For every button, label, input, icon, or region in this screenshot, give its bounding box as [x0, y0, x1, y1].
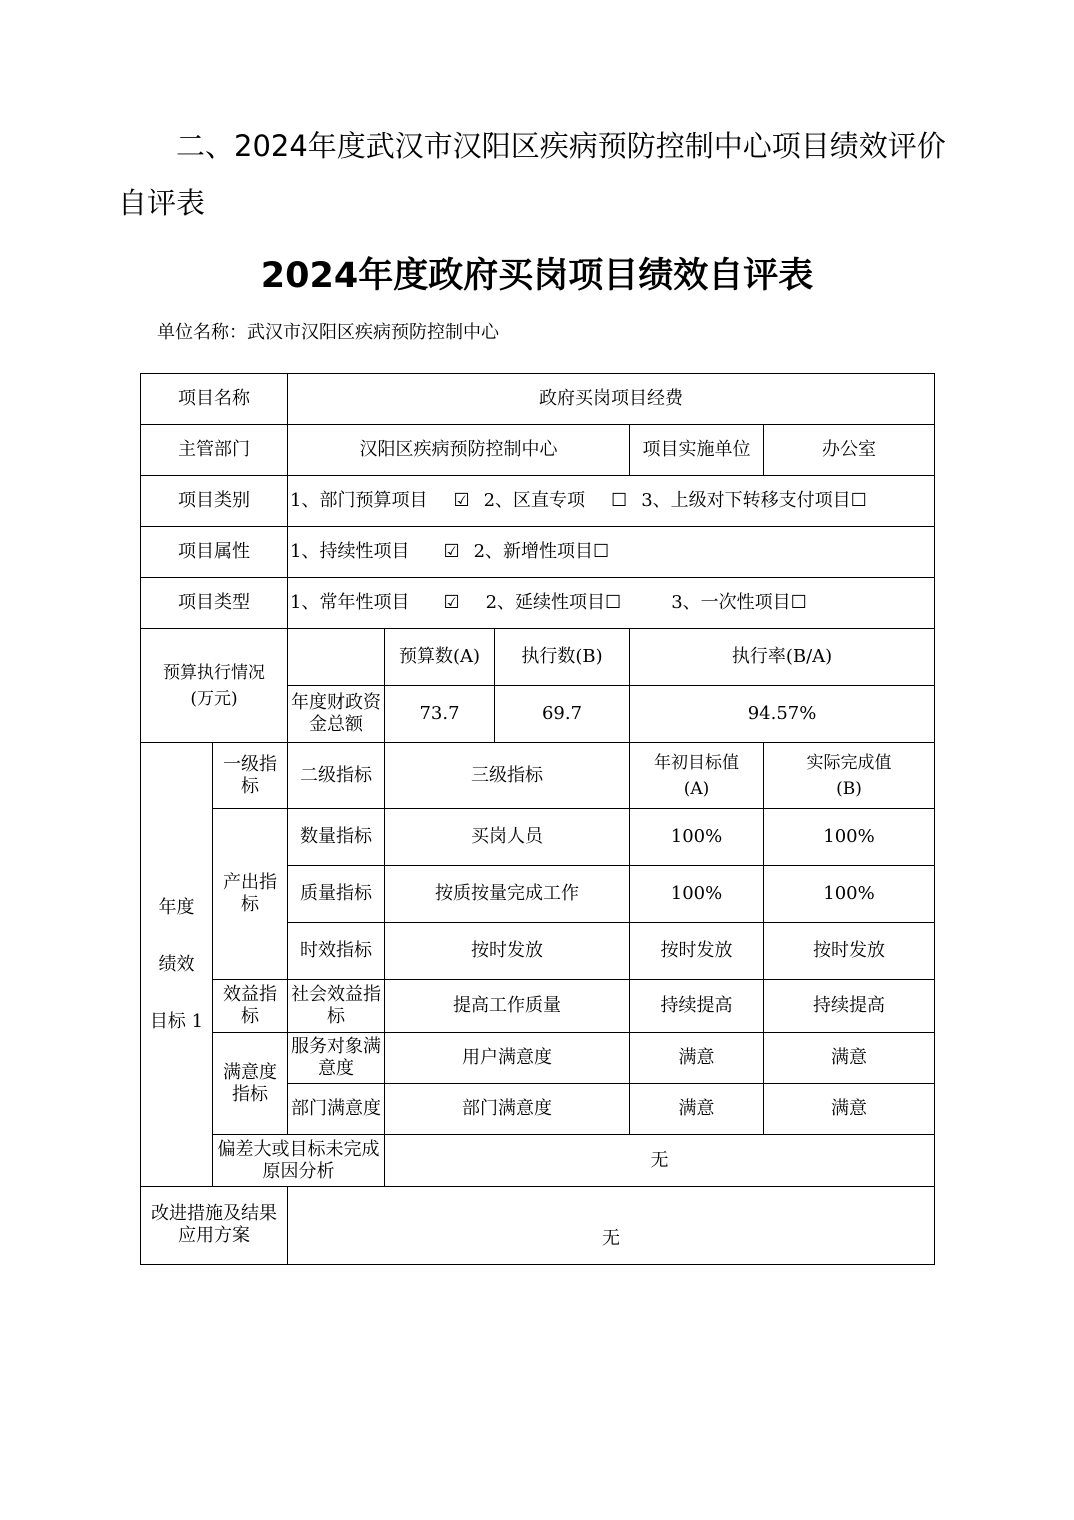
impl-unit-value: 办公室 [764, 425, 935, 476]
dept-value: 汉阳区疾病预防控制中心 [288, 425, 630, 476]
level2-cell: 社会效益指标 [288, 980, 385, 1033]
impl-unit-label [630, 425, 764, 476]
improvement-row [141, 1187, 935, 1265]
budget-col-rate: 执行率(B/A) [630, 629, 935, 686]
budget-label-line2: (万元) [190, 688, 238, 709]
budget-col-b: 执行数(B) [495, 629, 630, 686]
annual-goal-label [141, 743, 213, 1187]
level3-cell: 按质按量完成工作 [385, 866, 630, 923]
level3-cell: 部门满意度 [385, 1084, 630, 1135]
level3-cell: 按时发放 [385, 923, 630, 980]
form-title: 2024年度政府买岗项目绩效自评表 [260, 256, 814, 296]
checkbox-checked-icon: ☑ [443, 541, 460, 562]
level3-cell: 买岗人员 [385, 809, 630, 866]
unit-name: 单位名称：武汉市汉阳区疾病预防控制中心 [157, 322, 499, 343]
budget-value-rate: 94.57% [630, 686, 935, 743]
deviation-row [141, 1135, 935, 1187]
annual-goal-label-line1: 年度 [158, 897, 195, 918]
checkbox-checked-icon: ☑ [443, 592, 460, 613]
actual-cell: 满意 [764, 1084, 935, 1135]
budget-label-line1: 预算执行情况 [163, 662, 265, 683]
header-level1: 一级指标 [213, 743, 288, 809]
project-name-value: 政府买岗项目经费 [288, 374, 935, 425]
checkbox-checked-icon: ☑ [453, 490, 470, 511]
actual-cell: 按时发放 [764, 923, 935, 980]
budget-header-row [141, 629, 935, 686]
level1-output: 产出指标 [213, 809, 288, 980]
indicator-row [141, 980, 935, 1033]
category-option-3: 3、上级对下转移支付项目☐ [641, 490, 867, 511]
category-row [141, 476, 935, 527]
target-cell: 持续提高 [630, 980, 764, 1033]
level2-cell: 质量指标 [288, 866, 385, 923]
header-target-text: 年初目标值 [654, 752, 739, 773]
target-cell: 按时发放 [630, 923, 764, 980]
actual-cell: 满意 [764, 1033, 935, 1084]
header-target-sub: (A) [683, 778, 710, 799]
category-options [288, 476, 935, 527]
target-cell: 100% [630, 809, 764, 866]
category-option-1: 1、部门预算项目 [290, 490, 428, 511]
section-heading: 二、2024年度武汉市汉阳区疾病预防控制中心项目绩效评价自评表 [118, 129, 946, 220]
actual-cell: 100% [764, 809, 935, 866]
indicator-row [141, 1033, 935, 1084]
level3-cell: 用户满意度 [385, 1033, 630, 1084]
actual-cell: 100% [764, 866, 935, 923]
level3-cell: 提高工作质量 [385, 980, 630, 1033]
improvement-label: 改进措施及结果应用方案 [141, 1187, 288, 1265]
indicator-row [141, 809, 935, 866]
target-cell: 满意 [630, 1084, 764, 1135]
target-cell: 100% [630, 866, 764, 923]
annual-goal-label-line2: 绩效 [158, 954, 195, 975]
type-option-3: 3、一次性项目☐ [671, 592, 807, 613]
budget-label [141, 629, 288, 743]
actual-cell: 持续提高 [764, 980, 935, 1033]
header-actual [764, 743, 935, 809]
attribute-label: 项目属性 [141, 527, 288, 578]
improvement-value: 无 [288, 1187, 935, 1265]
goals-header-row [141, 743, 935, 809]
type-options [288, 578, 935, 629]
budget-row-label: 年度财政资金总额 [288, 686, 385, 743]
project-name-row [141, 374, 935, 425]
annual-goal-label-line3: 目标 1 [149, 1011, 204, 1032]
deviation-value: 无 [385, 1135, 935, 1187]
project-name-label: 项目名称 [141, 374, 288, 425]
header-level3: 三级指标 [385, 743, 630, 809]
category-option-2: 2、区直专项 [483, 490, 586, 511]
target-cell: 满意 [630, 1033, 764, 1084]
level2-cell: 部门满意度 [288, 1084, 385, 1135]
budget-value-a: 73.7 [385, 686, 495, 743]
level1-benefit: 效益指标 [213, 980, 288, 1033]
budget-col-a: 预算数(A) [385, 629, 495, 686]
type-option-2: 2、延续性项目☐ [485, 592, 622, 613]
budget-corner-cell [288, 629, 385, 686]
budget-value-b: 69.7 [495, 686, 630, 743]
header-actual-text: 实际完成值 [806, 752, 892, 773]
checkbox-empty-icon: ☐ [611, 490, 628, 511]
type-label: 项目类型 [141, 578, 288, 629]
level2-cell: 服务对象满意度 [288, 1033, 385, 1084]
attribute-options [288, 527, 935, 578]
level2-cell: 时效指标 [288, 923, 385, 980]
level1-satisfaction: 满意度指标 [213, 1033, 288, 1135]
header-target [630, 743, 764, 809]
performance-table [140, 373, 935, 1265]
type-row [141, 578, 935, 629]
attribute-row [141, 527, 935, 578]
header-level2: 二级指标 [288, 743, 385, 809]
level2-cell: 数量指标 [288, 809, 385, 866]
impl-unit-label-text: 项目实施单位 [642, 439, 751, 460]
category-label: 项目类别 [141, 476, 288, 527]
dept-label: 主管部门 [141, 425, 288, 476]
header-actual-sub: (B) [836, 778, 862, 799]
attribute-option-2: 2、新增性项目☐ [473, 541, 610, 562]
deviation-label: 偏差大或目标未完成原因分析 [213, 1135, 385, 1187]
dept-row [141, 425, 935, 476]
attribute-option-1: 1、持续性项目 [290, 541, 410, 562]
type-option-1: 1、常年性项目 [290, 592, 410, 613]
